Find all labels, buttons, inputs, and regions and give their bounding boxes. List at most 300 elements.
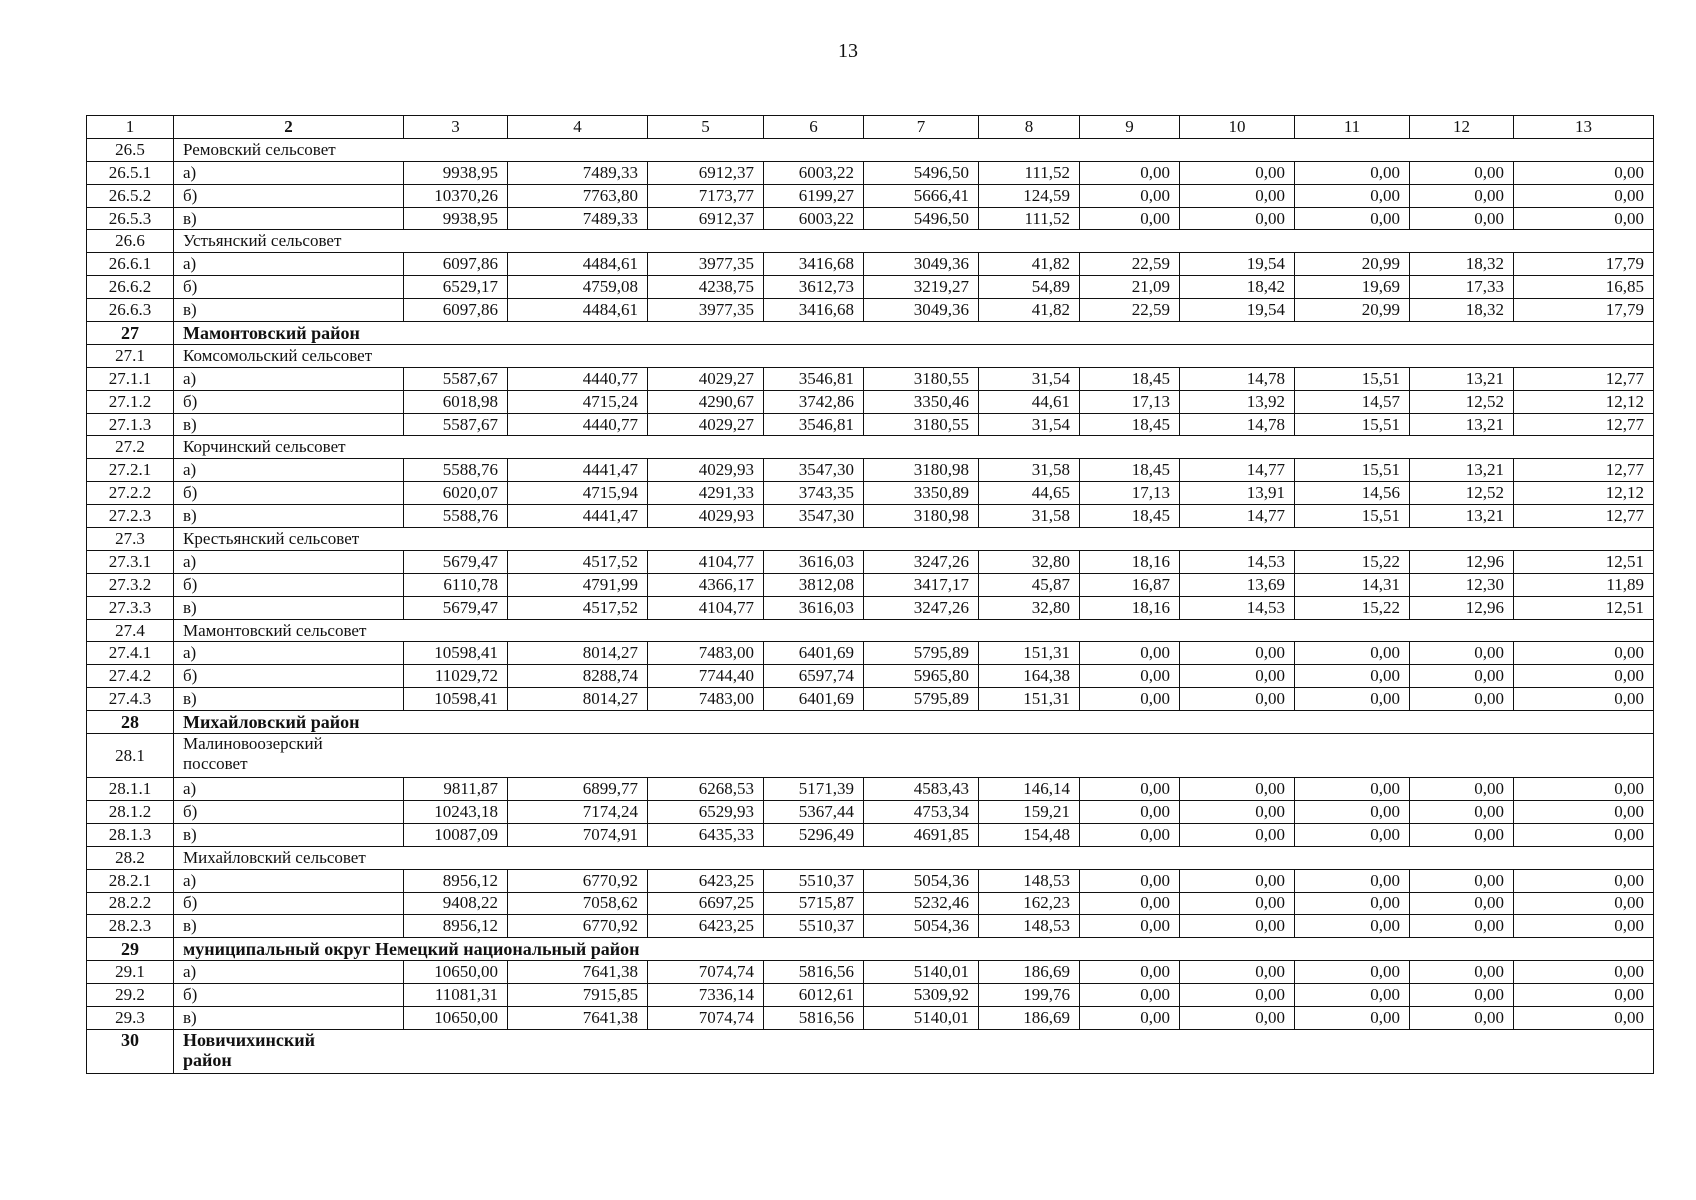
value-cell: 0,00	[1180, 665, 1295, 688]
header-cell: 4	[508, 116, 648, 139]
value-cell: 0,00	[1180, 161, 1295, 184]
row-number: 27.1.2	[87, 390, 174, 413]
value-cell: 17,79	[1514, 299, 1654, 322]
value-cell: 4238,75	[648, 276, 764, 299]
value-cell: 15,51	[1295, 413, 1410, 436]
value-cell: 0,00	[1514, 665, 1654, 688]
value-cell: 5510,37	[764, 915, 864, 938]
value-cell: 3812,08	[764, 573, 864, 596]
value-cell: 13,69	[1180, 573, 1295, 596]
value-cell: 16,87	[1080, 573, 1180, 596]
council-name	[174, 734, 1654, 778]
value-cell: 0,00	[1080, 1006, 1180, 1029]
value-cell: 0,00	[1410, 961, 1514, 984]
variant-label: б)	[174, 892, 404, 915]
variant-label: в)	[174, 413, 404, 436]
variant-label: в)	[174, 915, 404, 938]
value-cell: 21,09	[1080, 276, 1180, 299]
header-cell: 11	[1295, 116, 1410, 139]
value-cell: 0,00	[1410, 161, 1514, 184]
value-cell: 7074,74	[648, 1006, 764, 1029]
value-cell: 4291,33	[648, 482, 764, 505]
variant-label: а)	[174, 161, 404, 184]
value-cell: 32,80	[979, 550, 1080, 573]
value-cell: 0,00	[1180, 984, 1295, 1007]
value-cell: 124,59	[979, 184, 1080, 207]
value-cell: 4104,77	[648, 550, 764, 573]
value-cell: 199,76	[979, 984, 1080, 1007]
value-cell: 5587,67	[404, 367, 508, 390]
value-cell: 0,00	[1080, 688, 1180, 711]
value-cell: 9811,87	[404, 778, 508, 801]
value-cell: 31,58	[979, 505, 1080, 528]
value-cell: 17,13	[1080, 390, 1180, 413]
value-cell: 3546,81	[764, 367, 864, 390]
value-cell: 13,21	[1410, 367, 1514, 390]
header-cell: 3	[404, 116, 508, 139]
value-cell: 0,00	[1180, 800, 1295, 823]
value-cell: 6199,27	[764, 184, 864, 207]
value-cell: 3247,26	[864, 550, 979, 573]
table-row	[87, 413, 1654, 436]
value-cell: 0,00	[1514, 823, 1654, 846]
value-cell: 0,00	[1080, 892, 1180, 915]
table-row	[87, 573, 1654, 596]
table-row	[87, 596, 1654, 619]
value-cell: 0,00	[1410, 869, 1514, 892]
value-cell: 7915,85	[508, 984, 648, 1007]
value-cell: 15,51	[1295, 459, 1410, 482]
value-cell: 162,23	[979, 892, 1080, 915]
row-number: 27.1.1	[87, 367, 174, 390]
value-cell: 7489,33	[508, 161, 648, 184]
value-cell: 19,54	[1180, 253, 1295, 276]
value-cell: 0,00	[1514, 984, 1654, 1007]
value-cell: 3350,46	[864, 390, 979, 413]
value-cell: 22,59	[1080, 253, 1180, 276]
value-cell: 12,52	[1410, 390, 1514, 413]
value-cell: 0,00	[1180, 961, 1295, 984]
value-cell: 10598,41	[404, 688, 508, 711]
value-cell: 0,00	[1295, 778, 1410, 801]
value-cell: 3743,35	[764, 482, 864, 505]
row-number: 26.5	[87, 138, 174, 161]
value-cell: 18,42	[1180, 276, 1295, 299]
value-cell: 12,77	[1514, 505, 1654, 528]
value-cell: 12,12	[1514, 390, 1654, 413]
value-cell: 0,00	[1514, 892, 1654, 915]
value-cell: 0,00	[1080, 207, 1180, 230]
value-cell: 0,00	[1080, 823, 1180, 846]
value-cell: 0,00	[1180, 1006, 1295, 1029]
value-cell: 18,45	[1080, 505, 1180, 528]
value-cell: 14,56	[1295, 482, 1410, 505]
value-cell: 5367,44	[764, 800, 864, 823]
variant-label: в)	[174, 1006, 404, 1029]
value-cell: 0,00	[1410, 665, 1514, 688]
variant-label: в)	[174, 207, 404, 230]
value-cell: 164,38	[979, 665, 1080, 688]
value-cell: 6912,37	[648, 207, 764, 230]
table-row	[87, 459, 1654, 482]
table-row	[87, 778, 1654, 801]
row-number: 26.5.3	[87, 207, 174, 230]
value-cell: 4029,93	[648, 505, 764, 528]
value-cell: 7483,00	[648, 642, 764, 665]
value-cell: 0,00	[1295, 892, 1410, 915]
value-cell: 4484,61	[508, 299, 648, 322]
value-cell: 0,00	[1180, 892, 1295, 915]
header-cell: 6	[764, 116, 864, 139]
value-cell: 3247,26	[864, 596, 979, 619]
value-cell: 159,21	[979, 800, 1080, 823]
value-cell: 186,69	[979, 1006, 1080, 1029]
table-row	[87, 276, 1654, 299]
value-cell: 3416,68	[764, 299, 864, 322]
variant-label: б)	[174, 184, 404, 207]
table-row	[87, 253, 1654, 276]
value-cell: 7641,38	[508, 1006, 648, 1029]
value-cell: 0,00	[1410, 207, 1514, 230]
table-row	[87, 299, 1654, 322]
value-cell: 0,00	[1080, 800, 1180, 823]
value-cell: 15,51	[1295, 505, 1410, 528]
value-cell: 5588,76	[404, 505, 508, 528]
value-cell: 7074,91	[508, 823, 648, 846]
value-cell: 15,22	[1295, 596, 1410, 619]
value-cell: 0,00	[1514, 688, 1654, 711]
value-cell: 3977,35	[648, 253, 764, 276]
value-cell: 4366,17	[648, 573, 764, 596]
value-cell: 13,21	[1410, 505, 1514, 528]
value-cell: 0,00	[1080, 961, 1180, 984]
value-cell: 0,00	[1295, 688, 1410, 711]
table-row	[87, 892, 1654, 915]
value-cell: 17,33	[1410, 276, 1514, 299]
row-number: 26.5.1	[87, 161, 174, 184]
district-name: муниципальный округ Немецкий национальный район	[174, 938, 1654, 961]
value-cell: 5054,36	[864, 915, 979, 938]
value-cell: 12,96	[1410, 596, 1514, 619]
row-number: 26.6	[87, 230, 174, 253]
row-number: 28.1	[87, 734, 174, 778]
value-cell: 5965,80	[864, 665, 979, 688]
variant-label: а)	[174, 961, 404, 984]
value-cell: 6012,61	[764, 984, 864, 1007]
value-cell: 0,00	[1295, 665, 1410, 688]
value-cell: 5679,47	[404, 596, 508, 619]
value-cell: 3049,36	[864, 299, 979, 322]
row-number: 27.3.2	[87, 573, 174, 596]
value-cell: 16,85	[1514, 276, 1654, 299]
value-cell: 111,52	[979, 207, 1080, 230]
value-cell: 0,00	[1410, 800, 1514, 823]
value-cell: 3219,27	[864, 276, 979, 299]
row-number: 29.2	[87, 984, 174, 1007]
value-cell: 6018,98	[404, 390, 508, 413]
value-cell: 5795,89	[864, 688, 979, 711]
variant-label: а)	[174, 550, 404, 573]
value-cell: 7174,24	[508, 800, 648, 823]
value-cell: 14,77	[1180, 459, 1295, 482]
value-cell: 14,31	[1295, 573, 1410, 596]
value-cell: 12,51	[1514, 550, 1654, 573]
value-cell: 10598,41	[404, 642, 508, 665]
value-cell: 6529,93	[648, 800, 764, 823]
section-row	[87, 734, 1654, 778]
value-cell: 4441,47	[508, 505, 648, 528]
row-number: 27.1.3	[87, 413, 174, 436]
value-cell: 4759,08	[508, 276, 648, 299]
value-cell: 18,32	[1410, 253, 1514, 276]
label-text: Новичихинский район	[183, 1029, 316, 1070]
value-cell: 151,31	[979, 642, 1080, 665]
row-number: 27.4	[87, 619, 174, 642]
value-cell: 8014,27	[508, 642, 648, 665]
value-cell: 0,00	[1514, 207, 1654, 230]
value-cell: 0,00	[1514, 800, 1654, 823]
row-number: 27.2.3	[87, 505, 174, 528]
value-cell: 12,77	[1514, 413, 1654, 436]
row-number: 28.1.3	[87, 823, 174, 846]
value-cell: 5510,37	[764, 869, 864, 892]
value-cell: 6423,25	[648, 915, 764, 938]
value-cell: 0,00	[1080, 665, 1180, 688]
value-cell: 5816,56	[764, 961, 864, 984]
header-cell: 9	[1080, 116, 1180, 139]
value-cell: 7744,40	[648, 665, 764, 688]
table-row	[87, 800, 1654, 823]
value-cell: 45,87	[979, 573, 1080, 596]
value-cell: 0,00	[1410, 184, 1514, 207]
value-cell: 0,00	[1080, 778, 1180, 801]
value-cell: 3546,81	[764, 413, 864, 436]
value-cell: 7641,38	[508, 961, 648, 984]
value-cell: 7074,74	[648, 961, 764, 984]
value-cell: 31,54	[979, 413, 1080, 436]
variant-label: в)	[174, 688, 404, 711]
value-cell: 18,45	[1080, 459, 1180, 482]
header-cell: 2	[174, 116, 404, 139]
variant-label: б)	[174, 390, 404, 413]
value-cell: 7763,80	[508, 184, 648, 207]
value-cell: 7489,33	[508, 207, 648, 230]
row-number: 28.1.2	[87, 800, 174, 823]
row-number: 28.1.1	[87, 778, 174, 801]
variant-label: б)	[174, 276, 404, 299]
value-cell: 12,96	[1410, 550, 1514, 573]
value-cell: 0,00	[1295, 823, 1410, 846]
value-cell: 12,77	[1514, 459, 1654, 482]
row-number: 27.3.1	[87, 550, 174, 573]
value-cell: 14,78	[1180, 367, 1295, 390]
value-cell: 0,00	[1295, 1006, 1410, 1029]
value-cell: 6401,69	[764, 688, 864, 711]
value-cell: 18,16	[1080, 550, 1180, 573]
value-cell: 4715,94	[508, 482, 648, 505]
row-number: 27.4.1	[87, 642, 174, 665]
value-cell: 4691,85	[864, 823, 979, 846]
variant-label: б)	[174, 800, 404, 823]
table-row	[87, 505, 1654, 528]
value-cell: 7483,00	[648, 688, 764, 711]
value-cell: 154,48	[979, 823, 1080, 846]
value-cell: 10370,26	[404, 184, 508, 207]
variant-label: б)	[174, 984, 404, 1007]
value-cell: 19,54	[1180, 299, 1295, 322]
row-number: 27.2	[87, 436, 174, 459]
value-cell: 5496,50	[864, 161, 979, 184]
value-cell: 5795,89	[864, 642, 979, 665]
row-number: 27.2.2	[87, 482, 174, 505]
value-cell: 14,77	[1180, 505, 1295, 528]
value-cell: 3350,89	[864, 482, 979, 505]
value-cell: 6401,69	[764, 642, 864, 665]
value-cell: 6597,74	[764, 665, 864, 688]
value-cell: 3547,30	[764, 459, 864, 482]
council-name: Мамонтовский сельсовет	[174, 619, 1654, 642]
header-cell: 8	[979, 116, 1080, 139]
value-cell: 0,00	[1180, 823, 1295, 846]
value-cell: 146,14	[979, 778, 1080, 801]
value-cell: 0,00	[1295, 800, 1410, 823]
value-cell: 4104,77	[648, 596, 764, 619]
value-cell: 6003,22	[764, 161, 864, 184]
row-number: 26.5.2	[87, 184, 174, 207]
district-name: Михайловский район	[174, 711, 1654, 734]
value-cell: 12,52	[1410, 482, 1514, 505]
value-cell: 13,91	[1180, 482, 1295, 505]
row-number: 28.2.2	[87, 892, 174, 915]
row-number: 27.4.2	[87, 665, 174, 688]
council-name: Ремовский сельсовет	[174, 138, 1654, 161]
table-row	[87, 184, 1654, 207]
value-cell: 0,00	[1080, 642, 1180, 665]
table-row	[87, 550, 1654, 573]
header-cell: 1	[87, 116, 174, 139]
value-cell: 0,00	[1180, 915, 1295, 938]
value-cell: 18,16	[1080, 596, 1180, 619]
value-cell: 12,77	[1514, 367, 1654, 390]
value-cell: 6435,33	[648, 823, 764, 846]
value-cell: 0,00	[1080, 184, 1180, 207]
value-cell: 151,31	[979, 688, 1080, 711]
value-cell: 5054,36	[864, 869, 979, 892]
row-number: 28.2.1	[87, 869, 174, 892]
value-cell: 0,00	[1080, 915, 1180, 938]
value-cell: 15,51	[1295, 367, 1410, 390]
tariff-table	[86, 115, 1654, 1074]
value-cell: 0,00	[1080, 984, 1180, 1007]
value-cell: 5140,01	[864, 1006, 979, 1029]
value-cell: 8014,27	[508, 688, 648, 711]
table-row	[87, 367, 1654, 390]
value-cell: 14,53	[1180, 596, 1295, 619]
value-cell: 111,52	[979, 161, 1080, 184]
value-cell: 31,58	[979, 459, 1080, 482]
value-cell: 0,00	[1180, 778, 1295, 801]
value-cell: 32,80	[979, 596, 1080, 619]
variant-label: б)	[174, 573, 404, 596]
value-cell: 14,78	[1180, 413, 1295, 436]
value-cell: 0,00	[1295, 642, 1410, 665]
value-cell: 3616,03	[764, 550, 864, 573]
value-cell: 9938,95	[404, 161, 508, 184]
value-cell: 0,00	[1410, 892, 1514, 915]
value-cell: 6423,25	[648, 869, 764, 892]
variant-label: в)	[174, 505, 404, 528]
row-number: 29.1	[87, 961, 174, 984]
value-cell: 8288,74	[508, 665, 648, 688]
value-cell: 41,82	[979, 299, 1080, 322]
value-cell: 19,69	[1295, 276, 1410, 299]
value-cell: 4440,77	[508, 367, 648, 390]
variant-label: а)	[174, 459, 404, 482]
row-number: 26.6.3	[87, 299, 174, 322]
value-cell: 3180,98	[864, 459, 979, 482]
row-number: 27.2.1	[87, 459, 174, 482]
value-cell: 13,21	[1410, 413, 1514, 436]
district-row	[87, 711, 1654, 734]
council-name: Устьянский сельсовет	[174, 230, 1654, 253]
variant-label: в)	[174, 823, 404, 846]
value-cell: 0,00	[1295, 915, 1410, 938]
value-cell: 0,00	[1180, 184, 1295, 207]
table-row	[87, 961, 1654, 984]
row-number: 28.2.3	[87, 915, 174, 938]
value-cell: 4484,61	[508, 253, 648, 276]
value-cell: 10650,00	[404, 961, 508, 984]
table-row	[87, 207, 1654, 230]
header-cell: 10	[1180, 116, 1295, 139]
variant-label: в)	[174, 596, 404, 619]
variant-label: а)	[174, 253, 404, 276]
value-cell: 11081,31	[404, 984, 508, 1007]
value-cell: 44,61	[979, 390, 1080, 413]
variant-label: а)	[174, 778, 404, 801]
value-cell: 6097,86	[404, 253, 508, 276]
table-row	[87, 869, 1654, 892]
value-cell: 0,00	[1514, 915, 1654, 938]
value-cell: 11029,72	[404, 665, 508, 688]
value-cell: 0,00	[1410, 984, 1514, 1007]
council-name: Крестьянский сельсовет	[174, 528, 1654, 551]
section-row	[87, 619, 1654, 642]
variant-label: б)	[174, 482, 404, 505]
value-cell: 5588,76	[404, 459, 508, 482]
value-cell: 9408,22	[404, 892, 508, 915]
value-cell: 0,00	[1295, 869, 1410, 892]
value-cell: 14,53	[1180, 550, 1295, 573]
header-cell: 12	[1410, 116, 1514, 139]
district-name: Мамонтовский район	[174, 322, 1654, 345]
value-cell: 5140,01	[864, 961, 979, 984]
value-cell: 6770,92	[508, 915, 648, 938]
value-cell: 4583,43	[864, 778, 979, 801]
value-cell: 10087,09	[404, 823, 508, 846]
section-row	[87, 138, 1654, 161]
value-cell: 9938,95	[404, 207, 508, 230]
table-row	[87, 390, 1654, 413]
value-cell: 0,00	[1295, 984, 1410, 1007]
value-cell: 12,12	[1514, 482, 1654, 505]
value-cell: 4440,77	[508, 413, 648, 436]
value-cell: 13,92	[1180, 390, 1295, 413]
value-cell: 3977,35	[648, 299, 764, 322]
value-cell: 5296,49	[764, 823, 864, 846]
value-cell: 41,82	[979, 253, 1080, 276]
district-name	[174, 1029, 1654, 1073]
